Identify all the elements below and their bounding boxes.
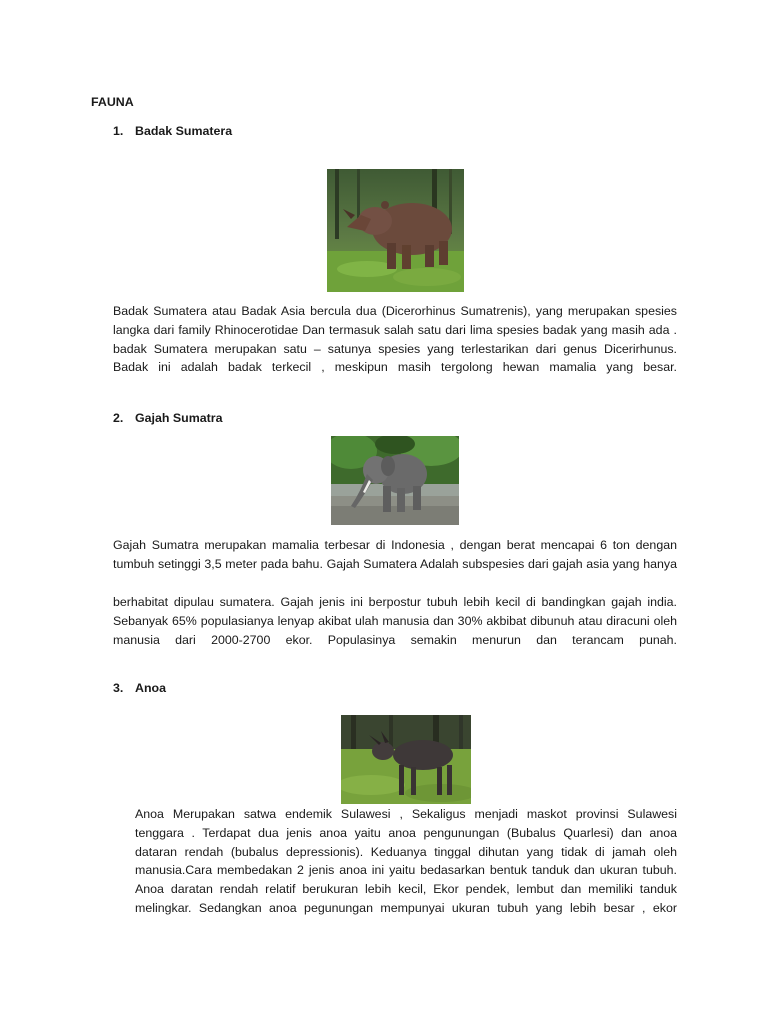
text-line: tumbuh setinggi 3,5 meter pada bahu. Gajah Sumatera Adalah subspesies dari gajah asia yang hanya [113,556,677,571]
text-line: Anoa daratan rendah relatif berukuran lebih kecil, Ekor pendek, lembut dan memiliki tanduk [135,882,677,897]
paragraph [135,805,677,918]
text-line: melingkar. Sedangkan anoa pegunungan mempunyai ukuran tubuh yang lebih besar , ekor [135,900,677,915]
text-line: Gajah Sumatra merupakan mamalia terbesar di Indonesia , dengan berat mencapai 6 ton dengan [113,538,677,552]
item-title-anoa: Anoa [135,681,166,695]
text-line: manusia.Cara membedakan 2 jenis anoa ini yaitu bedasarkan bentuk tanduk dan ukuran tubuh. [135,863,677,878]
text-line: tenggara . Terdapat dua jenis anoa yaitu anoa pengunungan (Bubalus Quarlesi) dan anoa [135,825,677,840]
text-line: manusia dari 2000-2700 ekor. Populasinya semakin menurun dan terancam punah. [113,632,677,647]
text-line: Sebanyak 65% populasianya lenyap akibat ulah manusia dan 30% akbibat dibunuh atau diracuni oleh [113,613,677,628]
item-title-badak-sumatera: Badak Sumatera [135,124,233,138]
anoa-photo [341,715,471,804]
text-line: Badak ini adalah badak terkecil , meskipun masih tergolong hewan mamalia yang besar. [113,360,677,375]
text-line: dataran rendah (bubalus depressionis). Keduanya tinggal dihutan yang tidak di jamah oleh [135,844,677,859]
text-line: Badak Sumatera atau Badak Asia bercula dua (Dicerorhinus Sumatrenis), yang merupakan spesies [113,304,677,318]
item-title-gajah-sumatra: Gajah Sumatra [135,411,223,425]
rhino-photo [327,169,464,292]
paragraph [113,593,677,649]
section-title: FAUNA [91,95,134,109]
paragraph [113,302,677,377]
text-line: langka dari family Rhinocerotidae Dan termasuk salah satu dari lima spesies badak yang masih ada . [113,322,677,337]
text-line: badak Sumatera merupakan satu – satunya spesies yang terlestarikan dari genus Dicerirhunus. [113,341,677,356]
elephant-photo [331,436,459,525]
text-line: Anoa Merupakan satwa endemik Sulawesi , Sekaligus menjadi maskot provinsi Sulawesi [135,807,677,821]
item-number: 1. [113,124,124,138]
item-number: 2. [113,411,124,425]
paragraph [113,536,677,574]
item-number: 3. [113,681,124,695]
text-line: berhabitat dipulau sumatera. Gajah jenis ini berpostur tubuh lebih kecil di bandingkan gajah india. [113,595,677,609]
